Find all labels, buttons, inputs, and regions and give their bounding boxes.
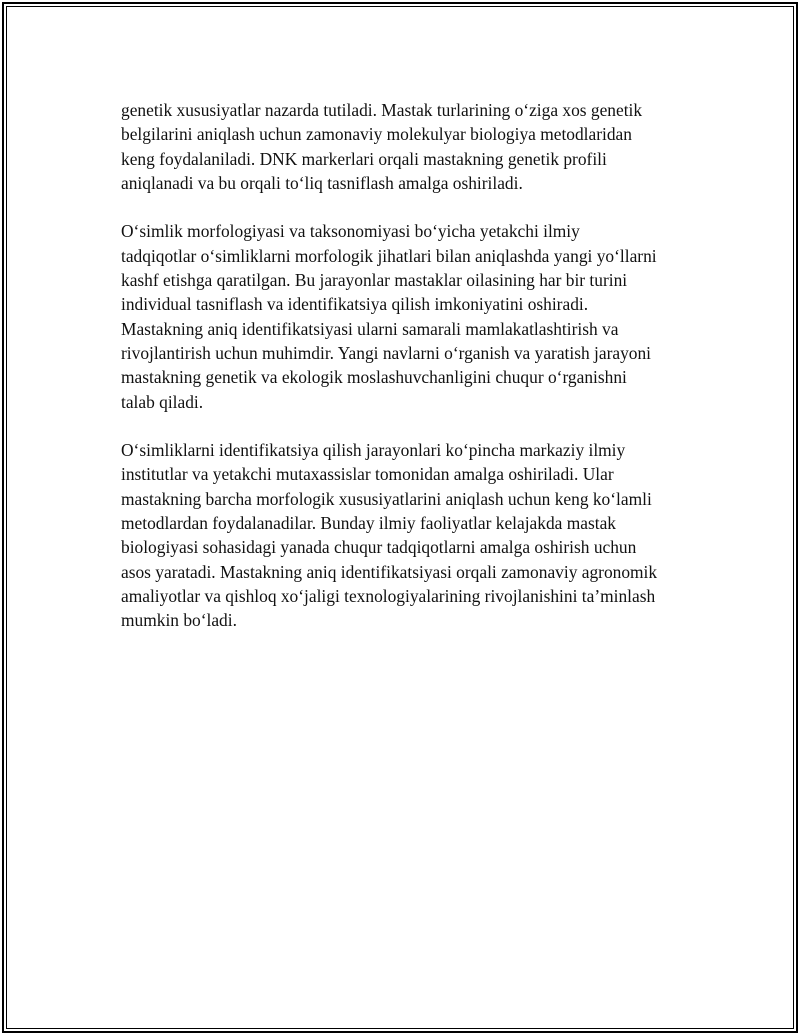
paragraph-1: genetik xususiyatlar nazarda tutiladi. Mastak turlarining o‘ziga xos genetik belgilarini aniqlash uchun zamonaviy molekulyar biologiya metodlaridan keng foydalaniladi. DNK markerlari orqali mastakning genetik profili aniqlanadi va bu orqali to‘liq tasniflash amalga oshiriladi. xyxy=(121,100,643,193)
paragraph-3: O‘simliklarni identifikatsiya qilish jarayonlari ko‘pincha markaziy ilmiy institutlar va yetakchi mutaxassislar tomonidan amalga oshiriladi. Ular mastakning barcha morfologik xususiyatlarini aniqlash uchun keng ko‘lamli metodlardan foydalanadilar. Bunday ilmiy faoliyatlar kelajakda mastak biologiyasi sohasidagi yanada chuqur tadqiqotlarni amalga oshirish uchun asos yaratadi. Mastakning aniq identifikatsiyasi orqali zamonaviy agronomik amaliyotlar va qishloq xo‘jaligi texnologiyalarining rivojlanishini ta’minlash mumkin bo‘ladi. xyxy=(121,440,658,631)
document-body xyxy=(121,98,701,657)
page-border xyxy=(2,2,798,1033)
paragraph-2: O‘simlik morfologiyasi va taksonomiyasi bo‘yicha yetakchi ilmiy tadqiqotlar o‘simliklarni morfologik jihatlari bilan aniqlashda yangi yo‘llarni kashf etishga qaratilgan. Bu jarayonlar mastaklar oilasining har bir turini individual tasniflash va identifikatsiya qilish imkoniyatini oshiradi. Mastakning aniq identifikatsiyasi ularni samarali mamlakatlashtirish va rivojlantirish uchun muhimdir. Yangi navlarni o‘rganish va yaratish jarayoni mastakning genetik va ekologik moslashuvchanligini chuqur o‘rganishni talab qiladi. xyxy=(121,221,657,412)
